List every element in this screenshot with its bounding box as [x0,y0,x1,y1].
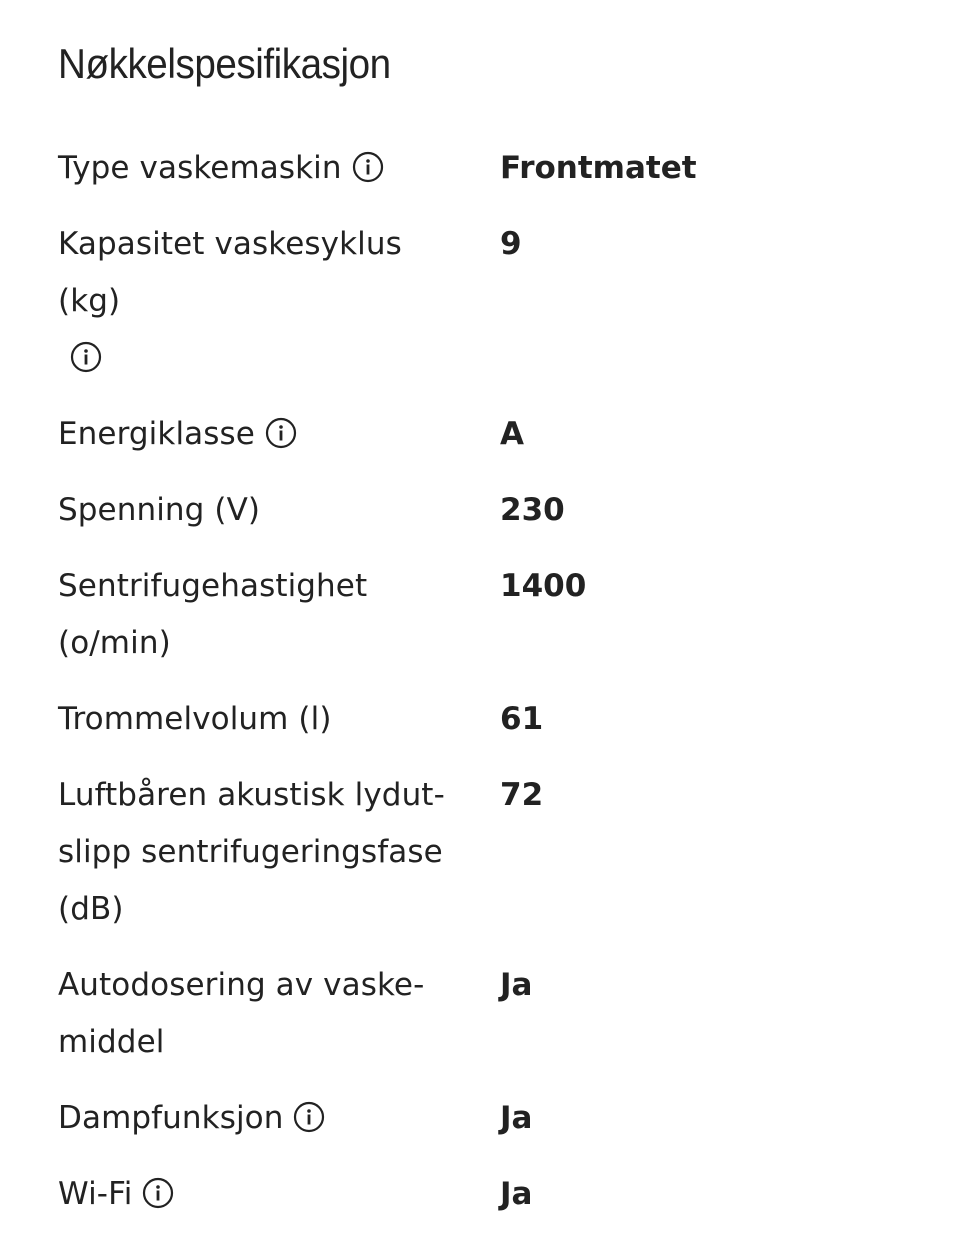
spec-value: 72 [500,777,544,813]
spec-label [58,1166,468,1223]
spec-value: 9 [500,226,522,262]
spec-label [58,216,468,387]
info-icon[interactable] [142,1177,174,1209]
spec-row-capacity [58,216,918,406]
spec-value: Ja [500,1176,533,1212]
spec-value: A [500,416,524,452]
spec-row-voltage [58,482,918,558]
spec-row-wifi [58,1166,918,1242]
info-icon[interactable] [293,1101,325,1133]
spec-label-text: Dampfunksjon [58,1100,284,1136]
spec-label: Luftbåren akustisk lydut-slipp sentrifugeringsfase (dB) [58,777,445,927]
spec-row-drum-volume [58,691,918,767]
spec-label-text: Kapasitet vaskesyklus (kg) [58,226,402,319]
spec-value: Ja [500,1100,533,1136]
spec-label [58,1090,468,1147]
spec-row-steam [58,1090,918,1166]
spec-row-type [58,140,918,216]
spec-row-energy-class [58,406,918,482]
spec-label [58,406,468,463]
spec-label: Spenning (V) [58,492,261,528]
info-icon[interactable] [352,151,384,183]
info-icon[interactable] [70,341,102,373]
spec-label: Trommelvolum (l) [58,701,332,737]
page-title: Nøkkelspesifikasjon [58,40,391,87]
spec-list [58,140,918,1242]
spec-label [58,140,468,197]
spec-value: 61 [500,701,544,737]
spec-row-noise [58,767,918,957]
spec-value: Ja [500,967,533,1003]
spec-label: Autodosering av vaske-middel [58,967,425,1060]
info-icon[interactable] [265,417,297,449]
spec-value: Frontmatet [500,150,697,186]
spec-label-text: Wi-Fi [58,1176,133,1212]
spec-value: 1400 [500,568,587,604]
spec-label-text: Type vaskemaskin [58,150,342,186]
spec-label-text: Energiklasse [58,416,255,452]
spec-label: Sentrifugehastighet (o/min) [58,568,368,661]
spec-row-spin-speed [58,558,918,691]
spec-value: 230 [500,492,565,528]
spec-row-autodosing [58,957,918,1090]
